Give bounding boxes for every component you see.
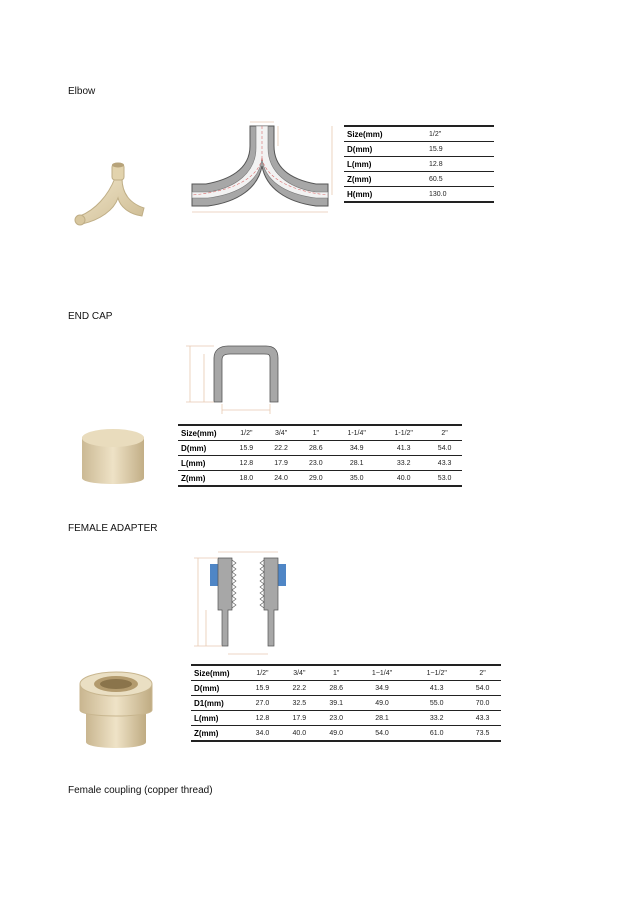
section-title-female-coupling: Female coupling (copper thread): [68, 785, 213, 796]
table-cell: 70.0: [464, 696, 501, 711]
table-cell: 41.3: [409, 681, 464, 696]
table-cell: L(mm): [191, 711, 244, 726]
table-cell: Size(mm): [178, 425, 229, 441]
table-cell: 28.6: [298, 441, 333, 456]
table-row: [191, 696, 501, 711]
table-cell: 130.0: [417, 187, 494, 203]
table-cell: Size(mm): [191, 665, 244, 681]
table-cell: 41.3: [380, 441, 427, 456]
table-cell: 54.0: [427, 441, 462, 456]
elbow-spec-table: [344, 125, 494, 203]
table-cell: 43.3: [427, 456, 462, 471]
table-row: [344, 172, 494, 187]
female-adapter-photo: [78, 664, 154, 750]
section-title-female-adapter: FEMALE ADAPTER: [68, 523, 158, 534]
table-cell: 15.9: [229, 441, 264, 456]
table-cell: L(mm): [344, 157, 417, 172]
table-row: [344, 187, 494, 203]
table-cell: 17.9: [264, 456, 299, 471]
table-cell: 12.8: [244, 711, 281, 726]
table-cell: 40.0: [281, 726, 318, 742]
table-row: [191, 681, 501, 696]
table-cell: 61.0: [409, 726, 464, 742]
table-cell: 27.0: [244, 696, 281, 711]
table-cell: 34.0: [244, 726, 281, 742]
table-row: [191, 711, 501, 726]
table-cell: 39.1: [318, 696, 355, 711]
table-cell: 23.0: [298, 456, 333, 471]
table-cell: Size(mm): [344, 126, 417, 142]
table-cell: 23.0: [318, 711, 355, 726]
table-cell: 1": [318, 665, 355, 681]
table-row: [178, 441, 462, 456]
table-cell: 73.5: [464, 726, 501, 742]
table-cell: 28.1: [355, 711, 410, 726]
table-cell: 28.6: [318, 681, 355, 696]
table-cell: 35.0: [333, 471, 380, 487]
table-cell: 1~1/2": [409, 665, 464, 681]
table-cell: L(mm): [178, 456, 229, 471]
elbow-photo: [70, 158, 150, 230]
table-cell: 3/4": [281, 665, 318, 681]
table-cell: 1/2": [229, 425, 264, 441]
table-cell: 2": [464, 665, 501, 681]
table-cell: 18.0: [229, 471, 264, 487]
elbow-technical-drawing: [188, 118, 338, 218]
table-cell: 22.2: [264, 441, 299, 456]
table-cell: 3/4": [264, 425, 299, 441]
table-cell: 1~1/4": [355, 665, 410, 681]
end-cap-spec-table: [178, 424, 462, 487]
table-cell: 43.3: [464, 711, 501, 726]
table-row: [344, 126, 494, 142]
table-cell: 60.5: [417, 172, 494, 187]
table-cell: 24.0: [264, 471, 299, 487]
table-cell: H(mm): [344, 187, 417, 203]
end-cap-photo: [80, 424, 146, 488]
table-cell: 55.0: [409, 696, 464, 711]
table-cell: Z(mm): [344, 172, 417, 187]
table-cell: 33.2: [380, 456, 427, 471]
table-cell: 22.2: [281, 681, 318, 696]
table-row: [191, 726, 501, 742]
table-cell: 28.1: [333, 456, 380, 471]
female-adapter-technical-drawing: [192, 546, 292, 660]
table-cell: 49.0: [318, 726, 355, 742]
table-cell: 29.0: [298, 471, 333, 487]
table-row: [344, 157, 494, 172]
table-cell: 54.0: [355, 726, 410, 742]
table-cell: 53.0: [427, 471, 462, 487]
table-row: [191, 665, 501, 681]
table-cell: D(mm): [344, 142, 417, 157]
end-cap-technical-drawing: [180, 342, 280, 416]
female-adapter-spec-table: [191, 664, 501, 742]
table-cell: 1/2": [244, 665, 281, 681]
table-cell: Z(mm): [178, 471, 229, 487]
table-cell: 34.9: [333, 441, 380, 456]
table-cell: Z(mm): [191, 726, 244, 742]
table-cell: 1/2": [417, 126, 494, 142]
table-cell: 32.5: [281, 696, 318, 711]
section-title-end-cap: END CAP: [68, 311, 113, 322]
table-cell: 49.0: [355, 696, 410, 711]
table-cell: 54.0: [464, 681, 501, 696]
table-cell: 17.9: [281, 711, 318, 726]
table-cell: 34.9: [355, 681, 410, 696]
table-cell: 12.8: [417, 157, 494, 172]
table-cell: 33.2: [409, 711, 464, 726]
table-cell: 12.8: [229, 456, 264, 471]
table-cell: 15.9: [244, 681, 281, 696]
table-cell: D(mm): [191, 681, 244, 696]
table-row: [178, 471, 462, 487]
table-cell: D1(mm): [191, 696, 244, 711]
table-cell: 1": [298, 425, 333, 441]
table-cell: 1-1/2": [380, 425, 427, 441]
table-row: [178, 456, 462, 471]
table-row: [178, 425, 462, 441]
table-cell: D(mm): [178, 441, 229, 456]
table-cell: 40.0: [380, 471, 427, 487]
section-title-elbow: Elbow: [68, 86, 96, 97]
table-row: [344, 142, 494, 157]
table-cell: 1-1/4": [333, 425, 380, 441]
table-cell: 15.9: [417, 142, 494, 157]
table-cell: 2": [427, 425, 462, 441]
